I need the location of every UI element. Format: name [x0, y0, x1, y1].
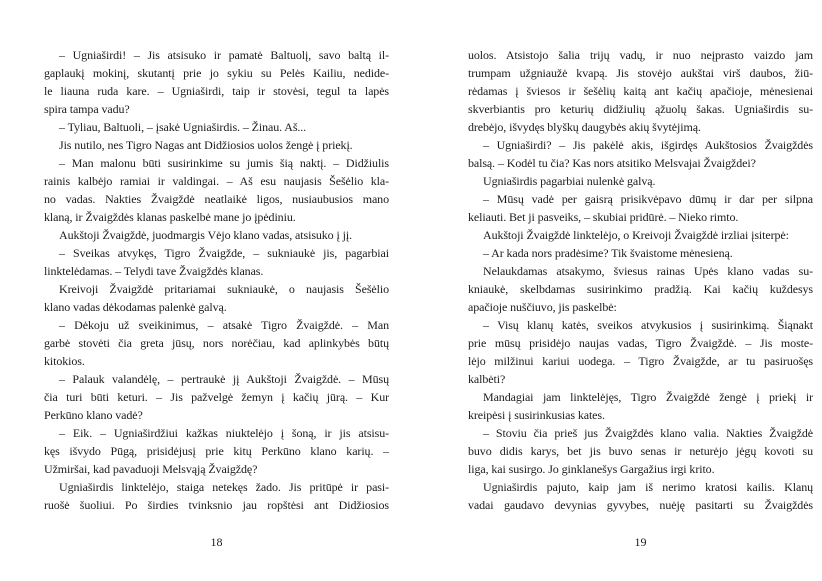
paragraph [468, 244, 813, 262]
text-line: lėjo milžinui kariui uodega. – Tigro Žvaigžde, ar tu pasiruošęs [468, 354, 813, 368]
paragraph [44, 316, 389, 370]
text-line: liga, kai susirgo. Jo ginklanešys Gargažius irgi krito. [468, 462, 715, 476]
text-line: linktelėdamas. – Telydi tave Žvaigždės klanas. [44, 264, 264, 278]
text-line: – Palauk valandėlę, – pertraukė jį Aukštoji Žvaigždė. – Mūsų [59, 372, 389, 386]
text-line: keliauti. Bet ji pasveiks, – skubiai pridūrė. – Nieko rimto. [468, 210, 739, 224]
paragraph [468, 46, 813, 136]
text-line: Perkūno klano vadė? [44, 408, 143, 422]
text-block [468, 46, 813, 514]
text-line: Ugniaširdis pajuto, kaip jam iš nerimo kratosi kailis. Klanų [483, 480, 813, 494]
paragraph [44, 118, 389, 136]
text-line: kreipėsi į susirinkusias kates. [468, 408, 605, 422]
paragraph [44, 244, 389, 280]
text-line: skverbiantis pro keturių didžiulių ąžuolų šakas. Ugniaširdis su- [468, 102, 813, 116]
text-line: drebėjo, išvydęs blyškų daugybės akių švytėjimą. [468, 120, 701, 134]
text-line: le liauna ruda kare. – Ugniaširdi, taip ir stovėsi, tegul ta lapės [44, 84, 389, 98]
paragraph [44, 46, 389, 118]
text-line: ruošė šuoliui. Po širdies tvinksnio jau ropštėsi ant Didžiosios [44, 498, 389, 512]
text-block [44, 46, 389, 514]
text-line: uolos. Atsistojo šalia trijų vadų, ir nuo neįprasto vaizdo jam [468, 48, 813, 62]
paragraph [468, 190, 813, 226]
text-line: rėdamas į šviesos ir šešėlių kaitą ant kačių apačioje, mėnesienai [468, 84, 813, 98]
text-line: – Sveikas atvykęs, Tigro Žvaigžde, – sukniaukė jis, pagarbiai [59, 246, 389, 260]
text-line: no vadas. Nakties Žvaigždė neatlaikė ligos, nusiaubusios mano [44, 192, 389, 206]
paragraph [468, 226, 813, 244]
text-line: – Eik. – Ugniaširdžiui kažkas niuktelėjo į šoną, ir jis atsisu- [59, 426, 389, 440]
text-line: klano vadas dėkodamas palenkė galvą. [44, 300, 227, 314]
text-line: Mandagiai jam linktelėjęs, Tigro Žvaigždė žengė į priekį ir [483, 390, 813, 404]
text-line: – Dėkoju už sveikinimus, – atsakė Tigro Žvaigždė. – Man [59, 318, 389, 332]
text-line: Nelaukdamas atsakymo, šviesus rainas Upės klano vadas su- [483, 264, 813, 278]
paragraph [468, 316, 813, 388]
book-page-right [468, 46, 813, 551]
text-line: Jis nutilo, nes Tigro Nagas ant Didžiosios uolos žengė į priekį. [59, 138, 353, 152]
paragraph [468, 136, 813, 172]
text-line: – Visų klanų katės, sveikos atvykusios į susirinkimą. Šiąnakt [483, 318, 813, 332]
paragraph [44, 136, 389, 154]
paragraph [44, 154, 389, 226]
paragraph [44, 424, 389, 478]
text-line: apačioje nuščiuvo, jis paskelbė: [468, 300, 617, 314]
text-line: Aukštoji Žvaigždė linktelėjo, o Kreivoji Žvaigždė irzliai įsiterpė: [483, 228, 789, 242]
text-line: gaplaukį mokinį, skutantį prie jo sykiu su Pelės Kailiu, nedide- [44, 66, 389, 80]
paragraph [468, 172, 813, 190]
text-line: trumpam užgniaužė kvapą. Jis stovėjo aukštai virš daubos, žiū- [468, 66, 813, 80]
paragraph [44, 280, 389, 316]
paragraph [468, 424, 813, 478]
text-line: garbė stovėti čia greta jūsų, nors norėčiau, kad aplinkybės būtų [44, 336, 389, 350]
text-line: Ugniaširdis linktelėjo, staiga netekęs žado. Jis pritūpė ir pasi- [59, 480, 389, 494]
paragraph [44, 370, 389, 424]
page-number: 19 [634, 535, 647, 549]
text-line: – Stoviu čia prieš jus Žvaigždės klano valia. Nakties Žvaigždė [483, 426, 813, 440]
text-line: čia turi būti keturi. – Jis pažvelgė žemyn į kačių jūrą. – Kur [44, 390, 389, 404]
text-line: – Ugniaširdi! – Jis atsisuko ir pamatė Baltuolį, savo baltą il- [59, 48, 389, 62]
text-line: buvo didis karys, bet jis buvo senas ir neturėjo jėgų kovoti su [468, 444, 813, 458]
paragraph [468, 478, 813, 514]
text-line: Ugniaširdis pagarbiai nulenkė galvą. [483, 174, 656, 188]
text-line: Aukštoji Žvaigždė, juodmargis Vėjo klano vadas, atsisuko į jį. [59, 228, 352, 242]
text-line: kniaukė, skelbdamas susirinkimo pradžią. Kai kačių kuždesys [468, 282, 813, 296]
text-line: balsą. – Kodėl tu čia? Kas nors atsitiko Melsvajai Žvaigždei? [468, 156, 756, 170]
paragraph [44, 478, 389, 514]
text-line: klaną, ir Žvaigždės klanas paskelbė mane jo įpėdiniu. [44, 210, 296, 224]
paragraph [468, 388, 813, 424]
paragraph [44, 226, 389, 244]
text-line: – Mūsų vadė per gaisrą prisikvėpavo dūmų ir dar per silpna [483, 192, 813, 206]
text-line: – Ar kada nors pradėsime? Tik švaistome mėnesieną. [483, 246, 733, 260]
text-line: – Ugniaširdi? – Jis pakėlė akis, išgirdęs Aukštosios Žvaigždės [483, 138, 813, 152]
text-line: prie mūsų prisidėjo naujas vadas, Tigro Žvaigždė. – Jis moste- [468, 336, 813, 350]
page-number: 18 [210, 535, 223, 549]
text-line: – Tyliau, Baltuoli, – įsakė Ugniaširdis. – Žinau. Aš... [59, 120, 307, 134]
paragraph [468, 262, 813, 316]
text-line: spira tampa vadu? [44, 102, 130, 116]
text-line: Kreivoji Žvaigždė pritariamai sukniaukė, o naujasis Šešėlio [59, 282, 389, 296]
text-line: rainis kalbėjo ramiai ir valdingai. – Aš esu naujasis Šešėlio kla- [44, 174, 389, 188]
text-line: vadai gaudavo devynias gyvybes, nuėję pasitarti su Žvaigždės [468, 498, 813, 512]
text-line: kalbėti? [468, 372, 506, 386]
text-line: – Man malonu būti susirinkime su jumis šią naktį. – Didžiulis [59, 156, 389, 170]
text-line: kitokios. [44, 354, 85, 368]
text-line: Užmiršai, kad pavaduoji Melsvąją Žvaigždę? [44, 462, 258, 476]
text-line: kęs išvydo Pūgą, prisidėjusį prie kitų Perkūno klano karių. – [44, 444, 389, 458]
book-page-left [44, 46, 389, 551]
